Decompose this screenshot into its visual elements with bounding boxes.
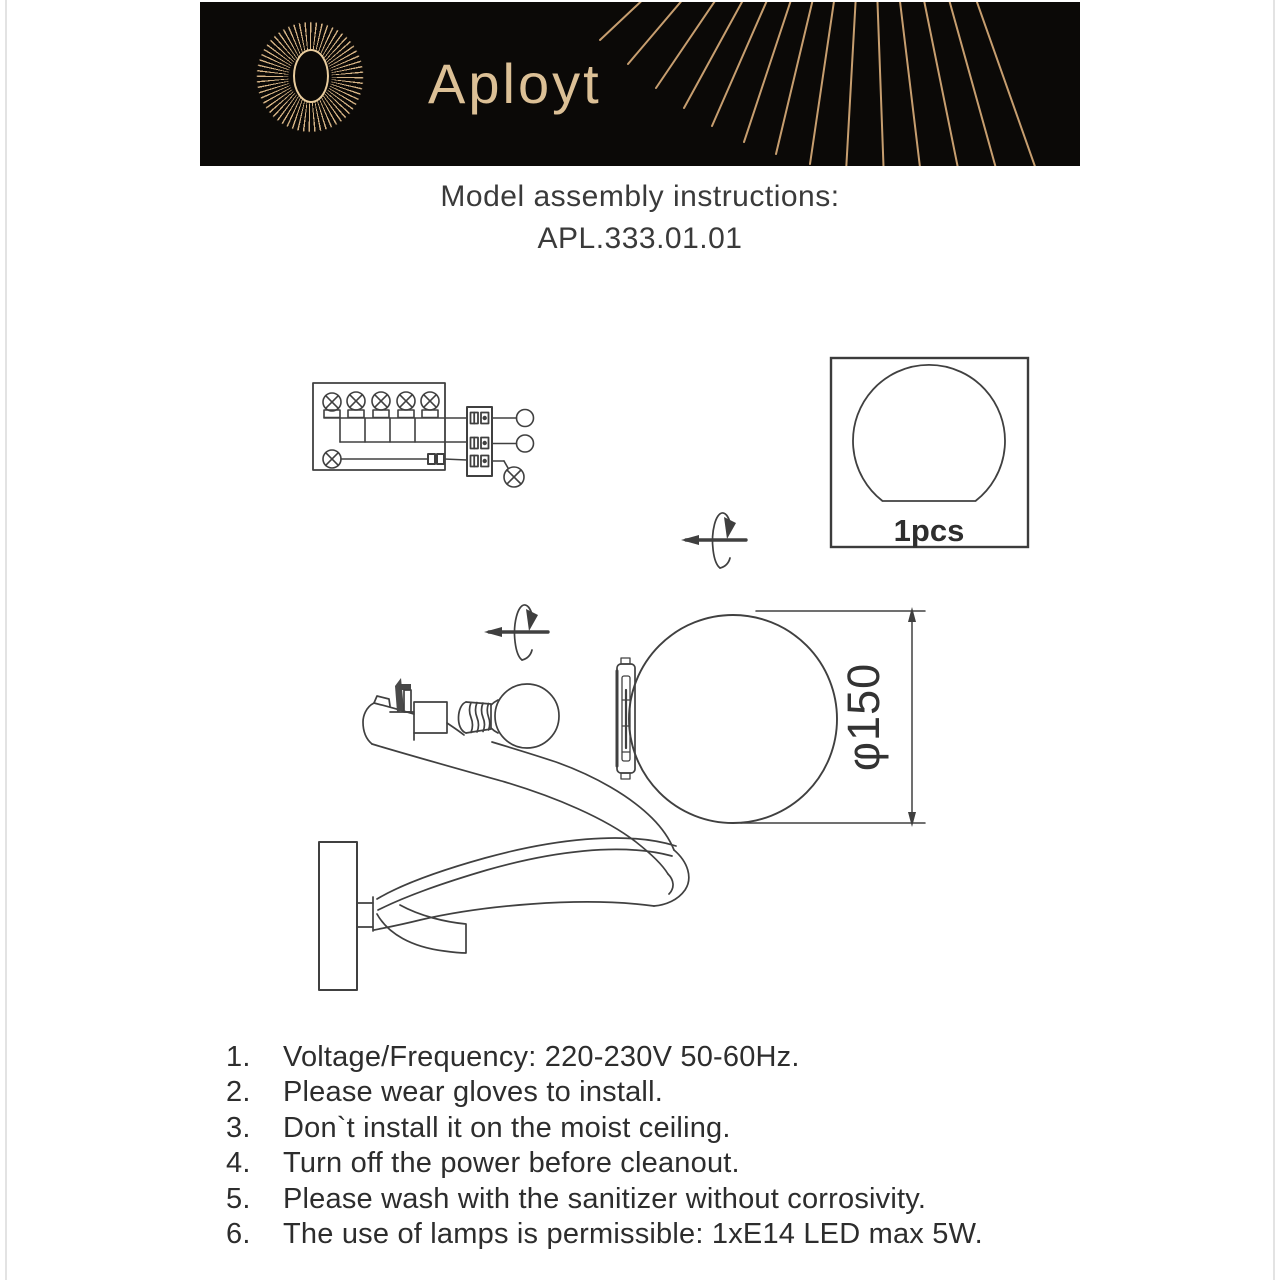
logo-center-oval: [293, 49, 329, 103]
rotate-axis-arrow-icon-lower: [484, 605, 548, 660]
instruction-item: [226, 1040, 1126, 1075]
dimension-line: [741, 607, 925, 827]
item-number: 1.: [226, 1041, 251, 1073]
header-banner: [200, 2, 1080, 166]
instruction-item: [226, 1111, 1126, 1146]
item-text: Please wear gloves to install.: [283, 1076, 663, 1109]
globe-part-outline: [853, 365, 1005, 501]
instructions-list: [226, 1040, 1126, 1252]
instruction-item: [226, 1217, 1126, 1252]
item-text: Voltage/Frequency: 220-230V 50-60Hz.: [283, 1041, 800, 1073]
item-text: Turn off the power before cleanout.: [283, 1147, 740, 1180]
brand-name: Aployt: [428, 52, 602, 115]
wiring-diagram-figure: [298, 370, 564, 498]
dimension-label: φ150: [838, 662, 889, 772]
light-bulb: [458, 684, 559, 748]
item-number: 3.: [226, 1111, 251, 1144]
item-text: Don`t install it on the moist ceiling.: [283, 1111, 731, 1144]
circle-cross-lamp-icon: [504, 467, 524, 487]
lamp-socket-box: [414, 702, 447, 740]
ray-fan-decoration: [580, 2, 1080, 166]
item-number: 4.: [226, 1147, 251, 1180]
item-number: 6.: [226, 1218, 251, 1251]
title-line-2: APL.333.01.01: [537, 222, 743, 255]
assembly-figure: [298, 498, 944, 1022]
title-line-1: Model assembly instructions:: [440, 180, 840, 213]
page-title: [0, 176, 1280, 260]
parts-count-label: 1pcs: [893, 513, 965, 548]
mounting-flange: [617, 658, 635, 779]
circle-cross-lamp-icon-row: [323, 392, 439, 411]
rotate-axis-arrow-icon-upper: [681, 513, 746, 568]
glass-globe: [629, 615, 837, 823]
contact-pins: [390, 678, 414, 712]
output-circle-1: [517, 410, 534, 427]
item-number: 5.: [226, 1182, 251, 1215]
arm-ribbon: [363, 696, 689, 953]
output-circle-2: [517, 435, 534, 452]
item-text: The use of lamps is permissible: 1xE14 LED max 5W.: [283, 1218, 983, 1251]
item-number: 2.: [226, 1076, 251, 1109]
instruction-item: [226, 1146, 1126, 1181]
instruction-item: [226, 1075, 1126, 1110]
item-text: Please wash with the sanitizer without corrosivity.: [283, 1182, 927, 1215]
wall-plate: [319, 842, 357, 990]
instruction-item: [226, 1182, 1126, 1217]
circle-cross-lamp-icon: [323, 450, 341, 468]
